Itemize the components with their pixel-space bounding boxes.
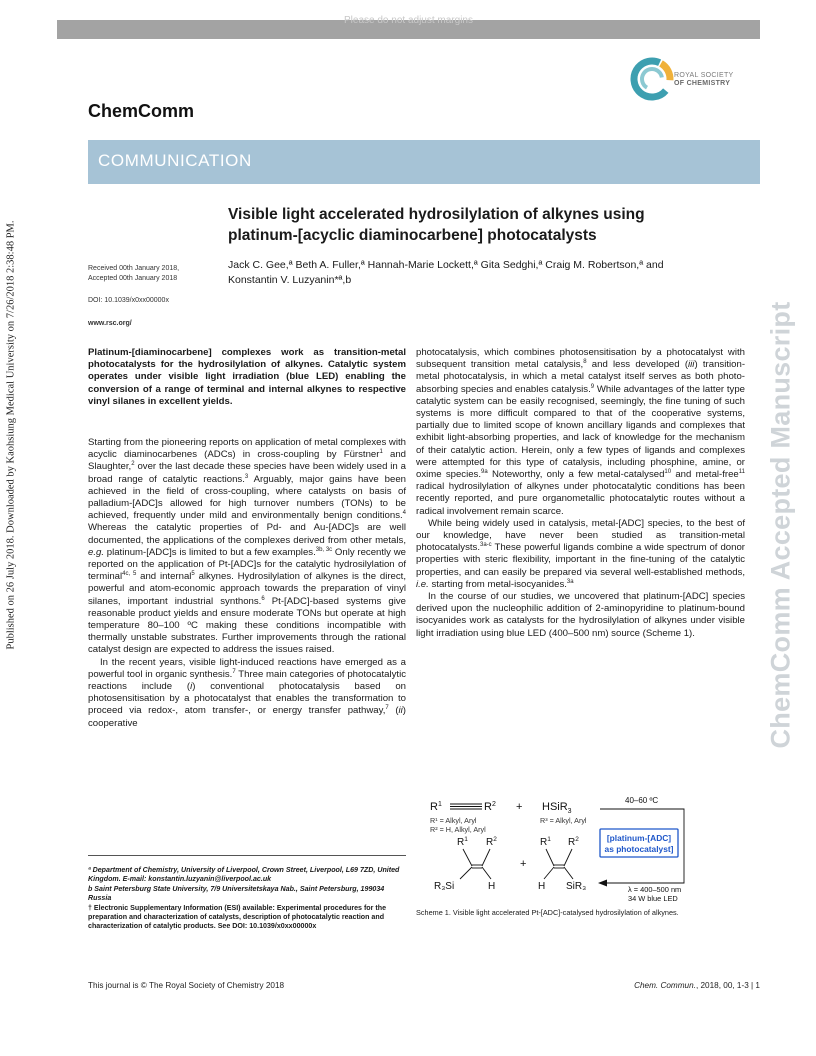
accepted-date: Accepted 00th January 2018 (88, 275, 178, 282)
footer-journal: Chem. Commun. (634, 981, 696, 990)
alkyne-r2: $R^2$ (484, 801, 496, 813)
catalyst-line-2: as photocatalyst] (604, 844, 674, 854)
footnote-affiliation-a: ª Department of Chemistry, University of Liverpool, Crown Street, Liverpool, L69 7ZD, United Kingdom. E-mail: konstantin.luzyanin@liverpool.ac.uk (88, 866, 400, 884)
right-column-body (416, 347, 745, 640)
rsc-logo (630, 52, 762, 107)
section-banner (88, 140, 760, 184)
footnote-affiliation-b: b Saint Petersburg State University, 7/9 Universitetskaya Nab., Saint Petersburg, 199034 Russia (88, 884, 385, 903)
r1-definition: R¹ = Alkyl, Aryl (430, 816, 477, 825)
accepted-manuscript-text: ChemComm Accepted Manuscript (765, 301, 796, 749)
product1-h: H (488, 881, 496, 892)
footer-copyright: This journal is © The Royal Society of Chemistry 2018 (88, 981, 285, 990)
logo-line2: OF CHEMISTRY (674, 80, 731, 87)
reaction-scheme (420, 793, 745, 903)
article-title (228, 204, 728, 246)
footnote-divider (88, 855, 406, 856)
download-watermark (2, 210, 20, 660)
title-line-2: platinum-[acyclic diaminocarbene] photocatalysts (228, 227, 597, 244)
product1-r1: $R^1$ (457, 836, 468, 848)
footer-citation (560, 981, 760, 990)
website-link[interactable]: www.rsc.org/ (88, 320, 132, 327)
r3-definition: R³ = Alkyl, Aryl (540, 816, 587, 825)
paragraph-right-3: In the course of our studies, we uncovered that platinum-[ADC] species derived upon the nucleophilic addition of 2-aminopyridine to platinum-bound isocyanides work as catalysts for the hydrosilylation of alkynes under visible light irradiation using blue LED (400–500 nm) source (Scheme 1). (416, 591, 745, 639)
left-column-body (88, 437, 406, 730)
paragraph-right-1: photocatalysis, which combines photosensitisation by a photocatalyst with subsequent transition metal catalysis,$^8$ and less developed (iii) transition-metal photocatalysis, in which a metal catalyst itself serves as both photo-absorbing species and enables catalysis.$^9$ While advantages of the latter type catalytic system can be easily recognised, seemingly, the fine tuning of such systems is more difficult compared to that of the cooperative systems, partially due to limited scope of known ancillary ligands and complexes that exhibit light-absorbing properties, and lack of knowledge for the mechanism of their catalytic action. Herein, only a few types of ligands and complexes were attempted for this type of catalysis, including phosphine, amine, or oxime species.$^{9a}$ Noteworthy, only a few metal-catalysed$^{10}$ and metal-free$^{11}$ radical hydrosilylation of alkynes under photocatalytic conditions has been recently reported, and pure organometallic photocatalytic routes without a radical involvement remain scarce. (416, 347, 746, 517)
top-bar-text: Please do not adjust margins (344, 15, 473, 26)
footnotes (88, 866, 406, 932)
authors-line-2: Konstantin V. Luzyanin*ª,b (228, 274, 352, 286)
author-list (228, 258, 708, 288)
rsc-logo-icon (630, 52, 674, 107)
top-margin-bar (57, 15, 760, 39)
alkyne-r1: $R^1$ (430, 801, 442, 813)
silane-reagent: HSiR$_3$ (542, 801, 572, 815)
paragraph-left-2: In the recent years, visible light-induced reactions have emerged as a powerful tool in organic synthesis.$^7$ Three main categories of photocatalytic reactions include (i) conventional photocatalysis based on photosensitisation by a photocatalyst that enables the transformation to proceed via redox-, atom transfer-, or energy transfer pathway,$^7$ (ii) cooperative (88, 656, 406, 729)
journal-name: ChemComm (88, 101, 195, 121)
footnote-esi: † Electronic Supplementary Information (ESI) available: Experimental procedures for the preparation and characterization of catalysts, description of photocatalytic reaction and characterization of catalytic products. See DOI: 10.1039/x0xx00000x (88, 903, 387, 931)
section-banner-label: COMMUNICATION (98, 151, 252, 170)
paragraph-left-1: Starting from the pioneering reports on application of metal complexes with acyclic diaminocarbenes (ADCs) in cross-coupling by Fürstner$^1$ and Slaughter,$^2$ over the last decade these species have been widely used in a broad range of catalytic reactions.$^3$ Arguably, major gains have been achieved in the field of cross-coupling, where catalysts on basis of palladium-[ADC]s allowed for high turnover numbers (TONs) to be achieved, frequently under mild and environmentally benign conditions.$^4$ Whereas the catalytic properties of Pd- and Au-[ADC]s are well documented, the applications of the complexes derived from other metals, e.g. platinum-[ADC]s is limited to but a few examples.$^{3b, 3c}$ Only recently we reported on the application of Pt-[ADC]s for the catalytic hydrosilylation of terminal$^{4c, 5}$ and internal$^5$ alkynes. Hydrosilylation of alkynes is the direct, powerful and atom-economic approach towards the preparation of vinyl silanes, important industrial synthons.$^6$ Pt-[ADC]-based systems give reasonable product yields and ensure moderate TONs but operate at high temperature 80–100 ºC making these conditions incompatible with thermally unstable substrates. Further improvements through the rational catalyst design are expected to address the issues raised. (88, 437, 407, 656)
received-date: Received 00th January 2018, (88, 265, 180, 272)
footer-page-info: , 2018, 00, 1-3 | 1 (695, 981, 760, 990)
temperature-label: 40–60 ºC (625, 796, 659, 805)
product2-h: H (538, 881, 546, 892)
product2-r1: $R^1$ (540, 836, 551, 848)
download-watermark-text: Published on 26 July 2018. Downloaded by Kaohsiung Medical University on 7/26/2018 2:38:48 PM. (5, 220, 17, 650)
doi-link[interactable]: DOI: 10.1039/x0xx00000x (88, 297, 169, 304)
scheme-caption: Scheme 1. Visible light accelerated Pt-[ADC]-catalysed hydrosilylation of alkynes. (416, 908, 679, 917)
scheme-1 (420, 793, 745, 903)
plus-sign-2: + (520, 858, 527, 870)
paragraph-right-2: While being widely used in catalysis, metal-[ADC] species, to the best of our knowledge, have never been studied as transition-metal photocatalysts.$^{3a-c}$ These powerful ligands combine a wide spectrum of donor properties with steric flexibility, important in the fine-tuning of the catalytic properties, and can easily be prepared via several well-established methods, i.e. starting from metal-isocyanides.$^{3a}$ (416, 517, 745, 590)
light-source: 34 W blue LED (628, 894, 678, 903)
light-wavelength: λ = 400–500 nm (628, 885, 682, 894)
catalyst-line-1: [platinum-[ADC] (606, 833, 672, 843)
title-line-1: Visible light accelerated hydrosilylation of alkynes using (228, 206, 645, 223)
product2-si: SiR₃ (566, 881, 587, 892)
accepted-manuscript-watermark (752, 270, 810, 780)
product1-r2: $R^2$ (486, 836, 497, 848)
reaction-arrow-head (598, 880, 607, 887)
abstract: Platinum-[diaminocarbene] complexes work as transition-metal photocatalysts for the hydrosilylation of alkynes. Catalytic system operates under visible light irradiation (blue LED) enabling the conversion of a range of terminal and internal alkynes to respective vinyl silanes in excellent yields. (88, 347, 406, 407)
plus-sign-1: + (516, 801, 523, 813)
rsc-logo-text (674, 72, 734, 88)
authors-line-1: Jack C. Gee,ª Beth A. Fuller,ª Hannah-Marie Lockett,ª Gita Sedghi,ª Craig M. Robertson,ª and (228, 259, 664, 271)
r2-definition: R² = H, Alkyl, Aryl (430, 825, 486, 834)
product1-si: R₃Si (434, 881, 455, 892)
logo-line1: ROYAL SOCIETY (674, 72, 734, 79)
product2-r2: $R^2$ (568, 836, 579, 848)
